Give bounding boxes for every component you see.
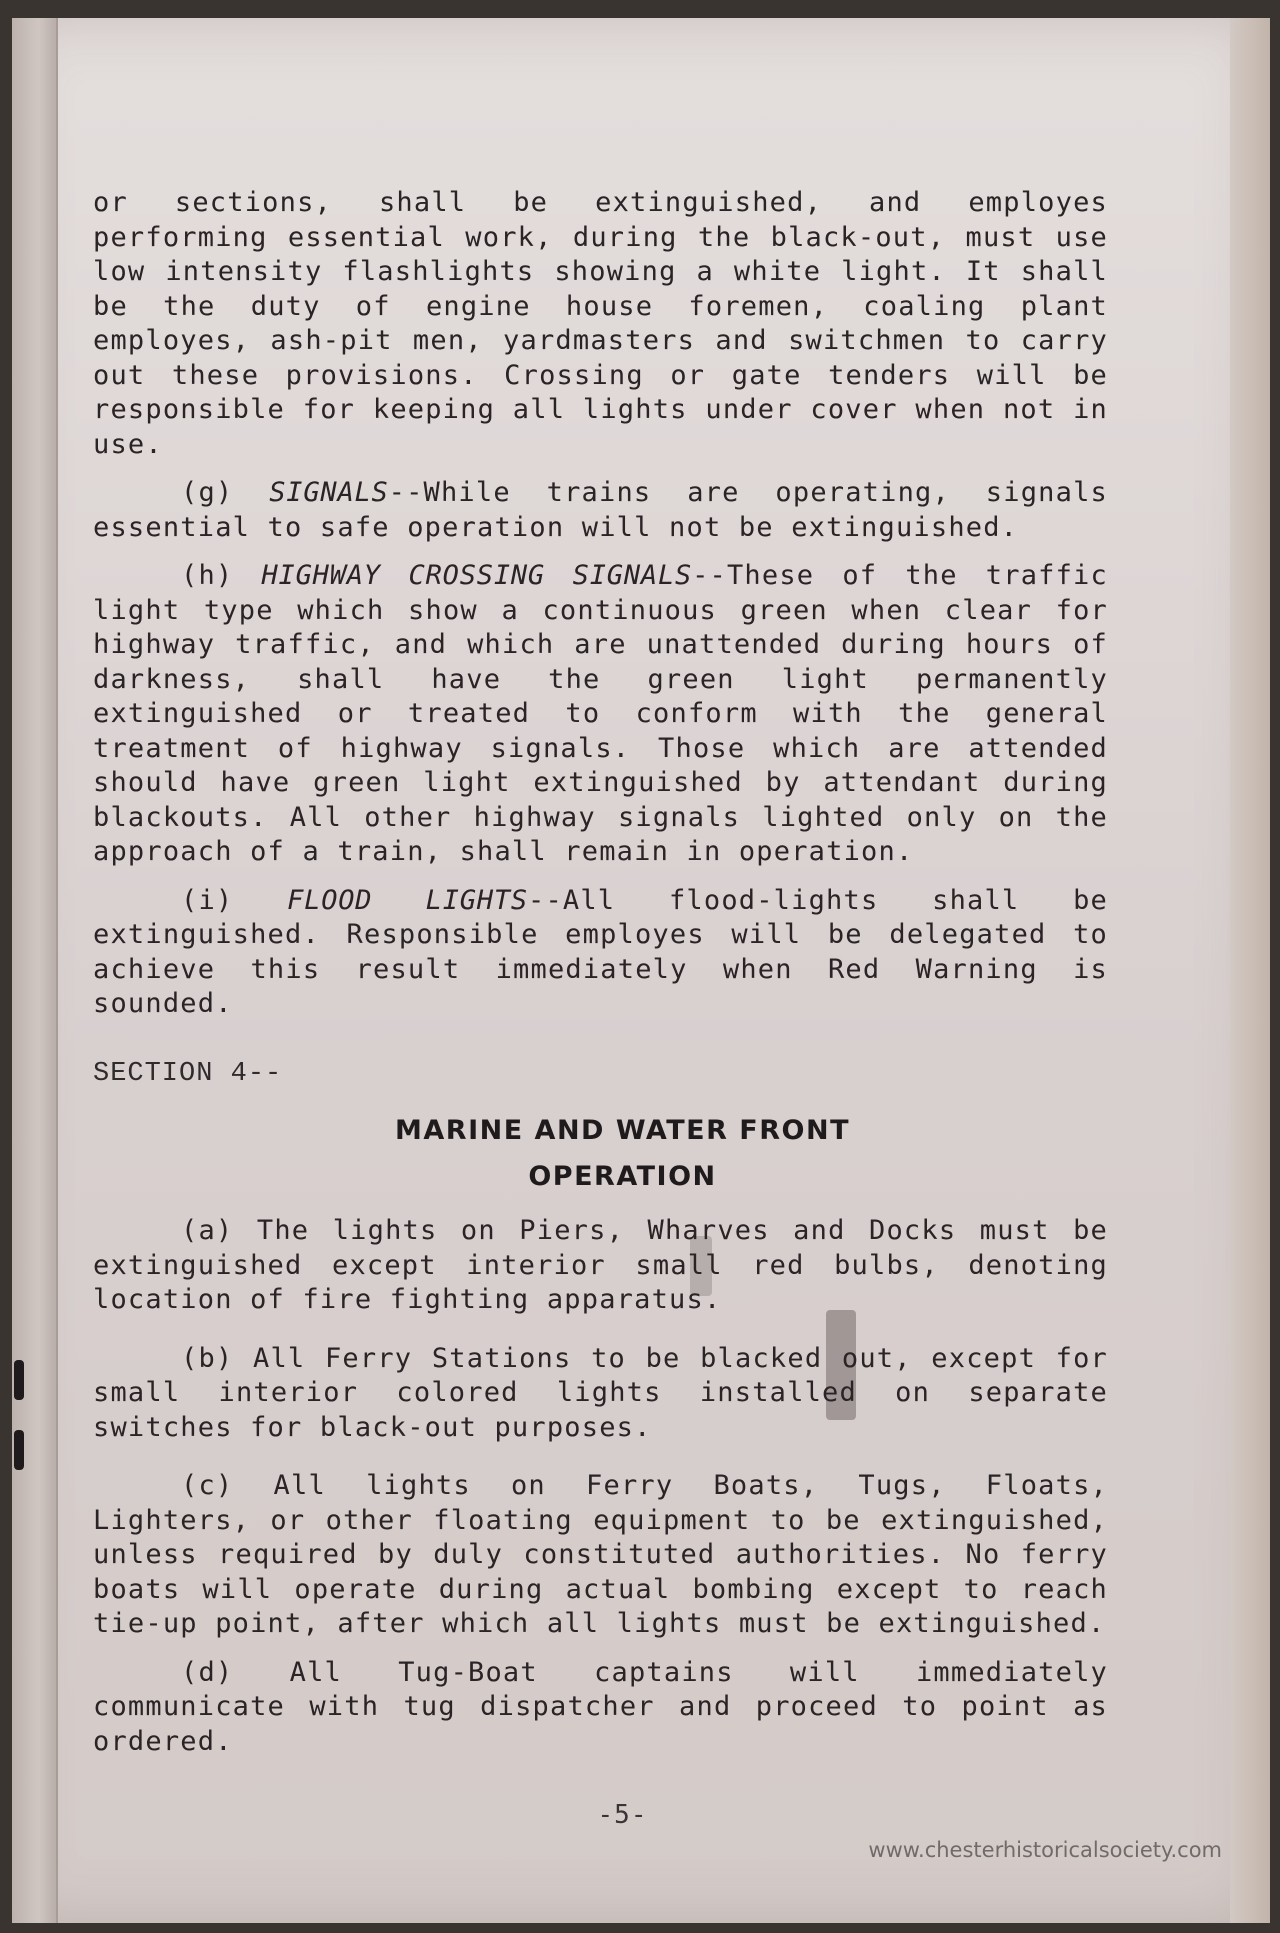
item-marker: (i) — [181, 884, 234, 916]
section-title — [0, 1108, 1245, 1200]
page-binding-edge — [12, 18, 58, 1923]
item-text: All Tug-Boat captains will immediately communicate with tug dispatcher and proceed to point as ordered. — [93, 1656, 1108, 1757]
ink-smudge — [14, 1360, 24, 1400]
page-number: -5- — [597, 1800, 648, 1830]
item-text: --These of the traffic light type which show a continuous green when clear for highway traffic, and which are unattended during hours of darkness, shall have the green light permanently extinguished or treated to conform with the general treatment of highway signals. Those which are attended should have green light extinguished by attendant during blackouts. All other highway signals lighted only on the approach of a train, shall remain in operation. — [93, 560, 1108, 867]
item-a — [93, 1214, 1108, 1318]
intro-paragraph: or sections, shall be extinguished, and employes performing essential work, during the black-out, must use low intensity flashlights showing a white light. It shall be the duty of engine house foremen, coaling plant employes, ash-pit men, yardmasters and switchmen to carry out these provisions. Crossing or gate tenders will be responsible for keeping all lights under cover when not in use. — [93, 187, 1108, 460]
item-marker: (c) — [181, 1470, 234, 1501]
item-marker: (a) — [181, 1215, 234, 1246]
item-text: All lights on Ferry Boats, Tugs, Floats, Lighters, or other floating equipment to be extinguished, unless required by duly constituted authorities. No ferry boats will operate during actual bombing except to reach tie-up point, after which all lights must be extinguished. — [93, 1470, 1108, 1639]
item-g — [93, 476, 1108, 545]
item-c — [93, 1469, 1108, 1642]
item-heading: FLOOD LIGHTS — [287, 884, 528, 916]
item-marker: (g) — [181, 477, 234, 508]
item-heading: HIGHWAY CROSSING SIGNALS — [261, 560, 693, 591]
section-title-line-1: MARINE AND WATER FRONT — [395, 1115, 850, 1146]
item-marker: (d) — [181, 1656, 234, 1688]
item-text: --All flood-lights shall be extinguished. Responsible employes will be delegated to achieve this result immediately when Red Warning is sounded. — [93, 884, 1108, 1019]
item-b — [93, 1342, 1108, 1446]
intro-block — [93, 186, 1108, 1036]
item-text: All Ferry Stations to be blacked out, except for small interior colored lights installed on separate switches for black-out purposes. — [93, 1342, 1108, 1443]
section-4-items — [93, 1214, 1108, 1773]
item-i — [93, 884, 1108, 1022]
item-heading: SIGNALS — [269, 477, 389, 508]
watermark: www.chesterhistoricalsociety.com — [868, 1838, 1222, 1862]
item-text: --While trains are operating, signals essential to safe operation will not be extinguished. — [93, 477, 1108, 543]
section-label: SECTION 4-- — [93, 1059, 283, 1089]
item-h — [93, 559, 1108, 870]
item-text: The lights on Piers, Wharves and Docks must be extinguished except interior small red bulbs, denoting location of fire fighting apparatus. — [93, 1215, 1108, 1315]
item-marker: (h) — [181, 560, 234, 591]
section-title-line-2: OPERATION — [528, 1161, 717, 1192]
ink-smudge — [14, 1430, 24, 1470]
page-right-edge — [1230, 18, 1270, 1923]
item-marker: (b) — [181, 1342, 234, 1374]
item-d — [93, 1656, 1108, 1760]
